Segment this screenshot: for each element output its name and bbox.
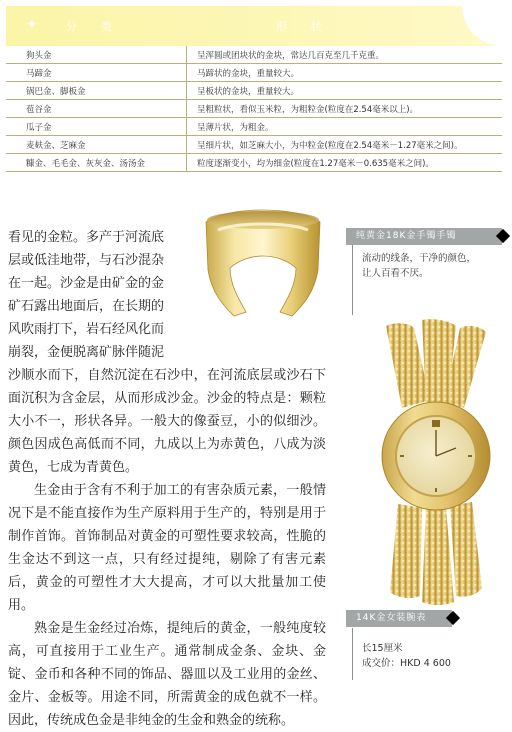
header-shape: 形 状 [276, 20, 332, 33]
table-row [6, 82, 502, 100]
watch-caption [362, 641, 502, 671]
row-shape: 粒度逐渐变小，均为细金(粒度在1.27毫米－0.635毫米之间)。 [187, 154, 503, 172]
table-row [6, 46, 502, 64]
caption-divider [352, 245, 353, 315]
diamond-icon [496, 229, 510, 243]
row-shape: 呈细片状，如芝麻大小，为中粒金(粒度在2.54毫米－1.27毫米之间)。 [187, 136, 503, 154]
gold-classification-table [6, 6, 502, 172]
bracelet-label [346, 228, 502, 245]
body-line: 层或低洼地带，与石沙混杂 [8, 253, 165, 268]
row-category: 锅巴金、脚板金 [6, 82, 187, 100]
body-paragraph-2: 生金由于含有不利于加工的有害杂质元素，一般情况下是不能直接作为生产原料用于生产的，特别是用于制作首饰。首饰制品对黄金的可塑性要求较高，性脆的生金达不到这一点，只有经过提纯，剔除了有害元素后，黄金的可塑性才大大提高，才可以大批量加工使用。 [8, 483, 326, 613]
body-paragraph-1: 沙顺水而下，自然沉淀在石沙中，在河流底层或沙石下面沉积为含金层，从而形成沙金。沙金的特点是：颗粒大小不一，形状各异。一般大的像蚕豆，小的似细沙。颜色因成色高低而不同，九成以上为赤黄色，八成为淡黄色，七成为青黄色。 [8, 368, 326, 475]
table-row [6, 64, 502, 82]
watch-label-text: 14K金女装腕表 [356, 613, 427, 623]
header-corner-decoration [462, 6, 502, 46]
diamond-icon [446, 611, 460, 625]
row-category: 瓜子金 [6, 118, 187, 136]
watch-label [346, 610, 452, 627]
caption-line: 流动的线条，干净的颜色， [362, 253, 477, 264]
table-row [6, 154, 502, 172]
body-paragraph-3: 熟金是生金经过冶炼，提纯后的黄金，一般纯度较高，可直接用于工业生产。通常制成金条、金块、金锭、金币和各种不同的饰品、器皿以及工业用的金丝、金片、金板等。用途不同，所需黄金的成色就不一样。因此，传统成色金是非纯金的生金和熟金的统称。 [8, 621, 326, 728]
body-line: 风吹雨打下，岩石经风化而 [8, 322, 165, 337]
bracelet-label-text: 纯黄金18K金手镯手镯 [356, 231, 457, 241]
gold-watch-image [364, 318, 504, 606]
table-row [6, 100, 502, 118]
body-line: 崩裂，金便脱离矿脉伴随泥 [8, 345, 165, 360]
row-shape: 呈板状的金块，重量较大。 [187, 82, 503, 100]
body-line: 矿石露出地面后，在长期的 [8, 299, 165, 314]
caption-line: 让人百看不厌。 [362, 268, 429, 279]
row-shape: 呈粗粒状，看似玉米粒，为粗粒金(粒度在2.54毫米以上)。 [187, 100, 503, 118]
row-shape: 呈薄片状，为粗金。 [187, 118, 503, 136]
row-category: 马蹄金 [6, 64, 187, 82]
caption-line: 长15厘米 [362, 643, 403, 654]
table-row [6, 118, 502, 136]
header-category: 分 类 [66, 20, 122, 33]
caption-divider [352, 628, 353, 680]
bracelet-caption [362, 251, 502, 281]
table-body [6, 46, 502, 172]
table-row [6, 136, 502, 154]
star-icon: ✦ [26, 17, 38, 33]
row-category: 狗头金 [6, 46, 187, 64]
row-category: 糠金、毛毛金、灰灰金、汤汤金 [6, 154, 187, 172]
body-line: 在一起。沙金是由矿金的金 [8, 276, 165, 291]
body-line: 看见的金粒。多产于河流底 [8, 230, 165, 245]
table-header [6, 6, 502, 46]
row-shape: 呈浑圆或团块状的金块，常达几百克至几千克重。 [187, 46, 503, 64]
row-shape: 马蹄状的金块，重量较大。 [187, 64, 503, 82]
caption-line: 成交价：HKD 4 600 [362, 658, 451, 669]
row-category: 麦麸金、芝麻金 [6, 136, 187, 154]
article-body [8, 226, 326, 732]
row-category: 苞谷金 [6, 100, 187, 118]
